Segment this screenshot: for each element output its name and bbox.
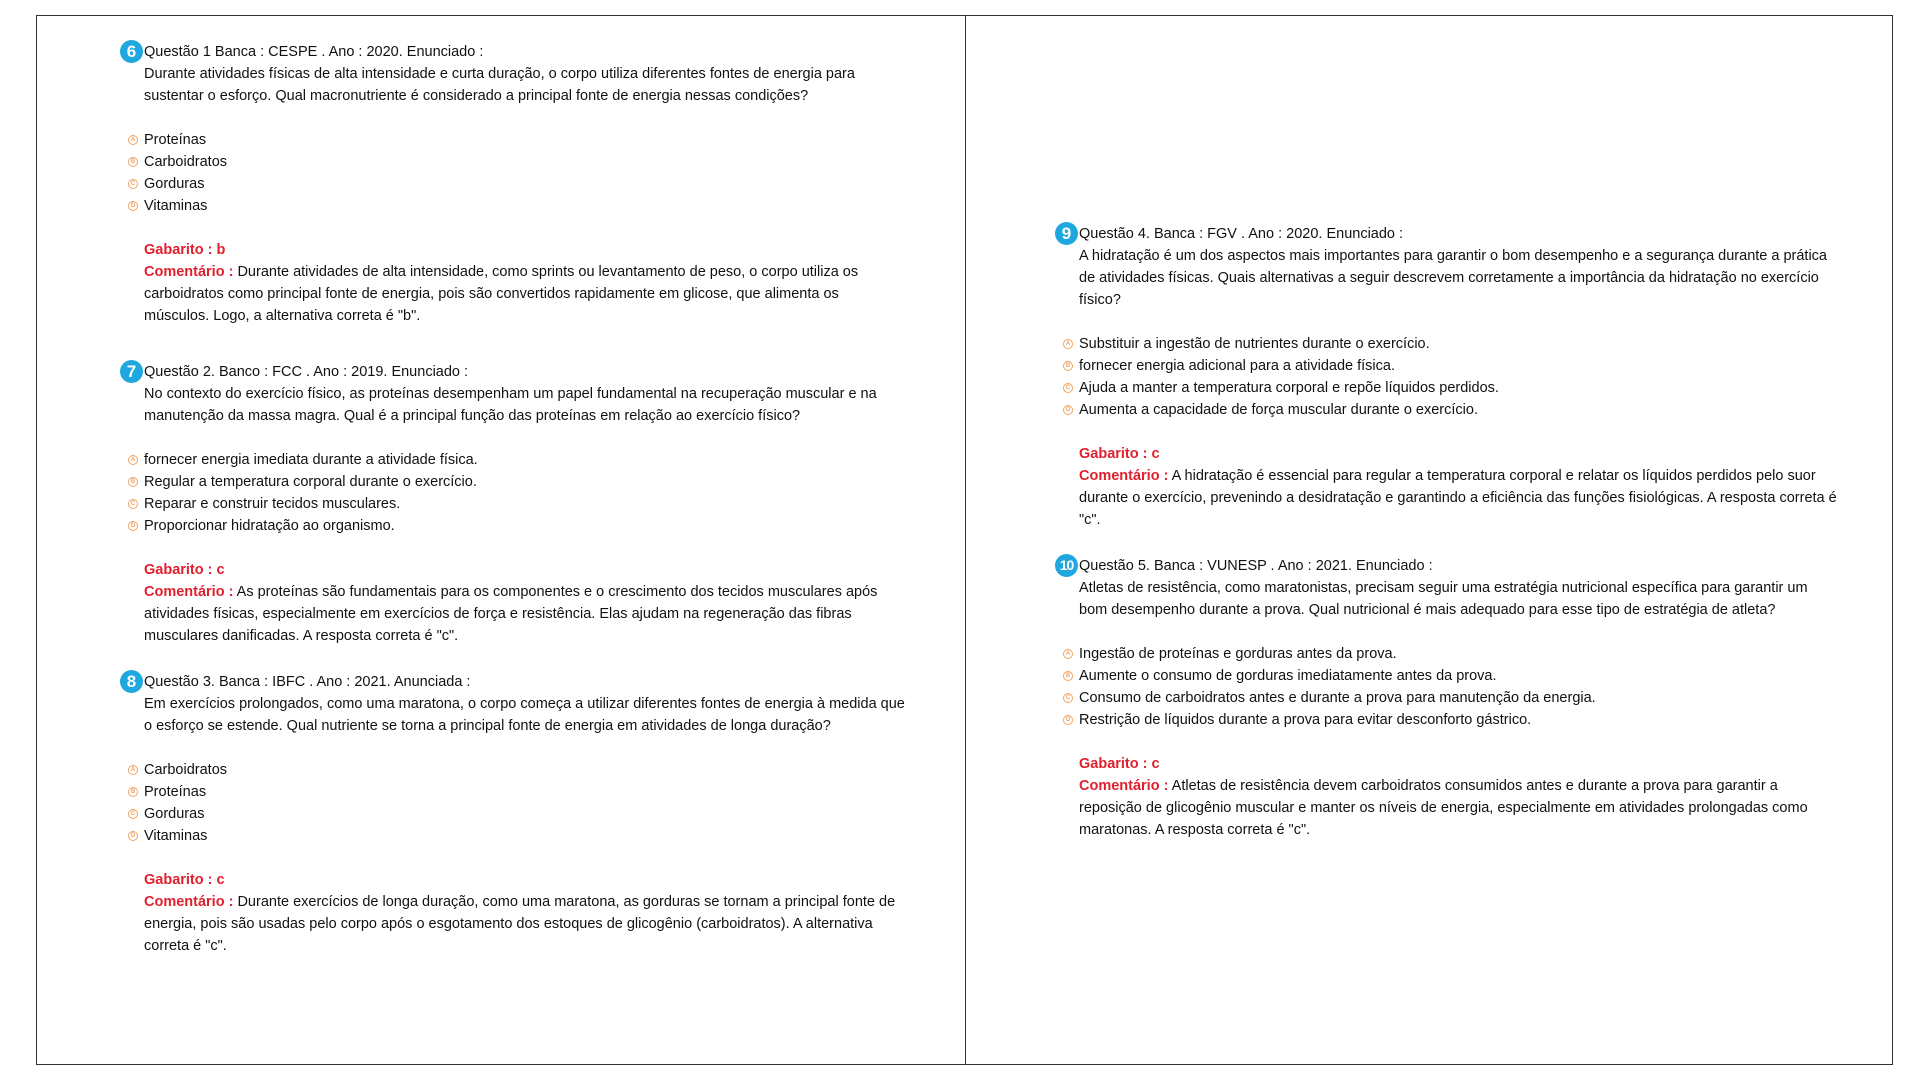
option-text: Consumo de carboidratos antes e durante a prova para manutenção da energia. — [1079, 690, 1596, 706]
option-marker-icon: D — [1063, 715, 1073, 725]
comment — [144, 261, 894, 327]
question-header — [126, 41, 894, 63]
option-text: Ajuda a manter a temperatura corporal e repõe líquidos perdidos. — [1079, 380, 1499, 396]
comment — [1079, 465, 1839, 531]
option-d[interactable] — [130, 825, 914, 847]
question-6 — [126, 41, 894, 327]
option-marker-icon: D — [128, 831, 138, 841]
comment-label: Comentário : — [144, 584, 234, 600]
comment — [1079, 775, 1839, 841]
option-a[interactable] — [1065, 333, 1839, 355]
question-7 — [126, 361, 924, 647]
option-marker-icon: B — [128, 477, 138, 487]
option-text: Restrição de líquidos durante a prova para evitar desconforto gástrico. — [1079, 712, 1532, 728]
comment — [144, 581, 924, 647]
question-8 — [126, 671, 914, 957]
option-d[interactable] — [130, 515, 924, 537]
option-text: Proteínas — [144, 132, 207, 148]
option-marker-icon: B — [1063, 361, 1073, 371]
option-marker-icon: C — [128, 809, 138, 819]
left-page — [37, 16, 965, 1064]
options-list — [130, 449, 924, 537]
question-header — [1059, 555, 1839, 577]
question-10 — [1059, 555, 1839, 841]
option-marker-icon: A — [128, 135, 138, 145]
option-marker-icon: A — [1063, 339, 1073, 349]
question-header — [126, 671, 914, 693]
option-b[interactable] — [130, 781, 914, 803]
option-marker-icon: A — [1063, 649, 1073, 659]
comment-text: Durante atividades de alta intensidade, como sprints ou levantamento de peso, o corpo utiliza os carboidratos como principal fonte de energia, pois são convertidos rapidamente em glicose, que alimenta os músculos. Logo, a alternativa correta é "b". — [144, 264, 859, 324]
question-stem: Em exercícios prolongados, como uma maratona, o corpo começa a utilizar diferentes fontes de energia à medida que o esforço se estende. Qual nutriente se torna a principal fonte de energia em atividades de longa duração? — [144, 696, 905, 734]
gabarito: Gabarito : b — [144, 242, 226, 258]
option-marker-icon: C — [128, 499, 138, 509]
comment-text: Durante exercícios de longa duração, como uma maratona, as gorduras se tornam a principal fonte de energia, pois são usadas pelo corpo após o esgotamento dos estoques de glicogênio (carboidratos). A alternativa correta é "c". — [144, 894, 896, 954]
option-text: Proteínas — [144, 784, 207, 800]
question-stem: Atletas de resistência, como maratonistas, precisam seguir uma estratégia nutricional específica para garantir um bom desempenho durante a prova. Qual nutricional é mais adequado para esse tipo de estratégia de atleta? — [1079, 580, 1808, 618]
option-b[interactable] — [1065, 665, 1839, 687]
option-marker-icon: D — [128, 521, 138, 531]
option-c[interactable] — [130, 493, 924, 515]
option-marker-icon: D — [1063, 405, 1073, 415]
option-text: Carboidratos — [144, 154, 228, 170]
option-a[interactable] — [1065, 643, 1839, 665]
answer-block — [144, 559, 924, 647]
option-text: Regular a temperatura corporal durante o exercício. — [144, 474, 477, 490]
option-text: Reparar e construir tecidos musculares. — [144, 496, 401, 512]
document-spread — [36, 15, 1893, 1065]
option-b[interactable] — [1065, 355, 1839, 377]
option-a[interactable] — [130, 129, 894, 151]
question-stem: Durante atividades físicas de alta intensidade e curta duração, o corpo utiliza diferentes fontes de energia para sustentar o esforço. Qual macronutriente é considerado a principal fonte de energia nessas condições? — [144, 66, 855, 104]
options-list — [130, 759, 914, 847]
question-title: Questão 5. Banca : VUNESP . Ano : 2021. Enunciado : — [1079, 558, 1433, 574]
option-text: Proporcionar hidratação ao organismo. — [144, 518, 395, 534]
option-a[interactable] — [130, 759, 914, 781]
option-d[interactable] — [1065, 709, 1839, 731]
comment-label: Comentário : — [144, 264, 234, 280]
question-stem: No contexto do exercício físico, as proteínas desempenham um papel fundamental na recuperação muscular e na manutenção da massa magra. Qual é a principal função das proteínas em relação ao exercício físico? — [144, 386, 877, 424]
option-text: Vitaminas — [144, 198, 208, 214]
right-page — [966, 16, 1893, 1064]
comment-label: Comentário : — [1079, 468, 1169, 484]
options-list — [130, 129, 894, 217]
question-number-badge: 8 — [120, 670, 143, 693]
gabarito: Gabarito : c — [144, 562, 225, 578]
option-a[interactable] — [130, 449, 924, 471]
answer-block — [1079, 443, 1839, 531]
comment-text: Atletas de resistência devem carboidratos consumidos antes e durante a prova para garantir a reposição de glicogênio muscular e manter os níveis de energia, especialmente em atividades prolongadas como maratonas. A resposta correta é "c". — [1079, 778, 1808, 838]
option-marker-icon: B — [1063, 671, 1073, 681]
question-number-badge: 7 — [120, 360, 143, 383]
option-text: fornecer energia imediata durante a atividade física. — [144, 452, 478, 468]
option-d[interactable] — [1065, 399, 1839, 421]
option-marker-icon: C — [1063, 383, 1073, 393]
option-c[interactable] — [1065, 377, 1839, 399]
option-marker-icon: A — [128, 765, 138, 775]
question-title: Questão 3. Banca : IBFC . Ano : 2021. Anunciada : — [144, 674, 471, 690]
question-title: Questão 2. Banco : FCC . Ano : 2019. Enunciado : — [144, 364, 469, 380]
option-c[interactable] — [1065, 687, 1839, 709]
question-title: Questão 1 Banca : CESPE . Ano : 2020. Enunciado : — [144, 44, 484, 60]
option-b[interactable] — [130, 151, 894, 173]
option-text: Aumente o consumo de gorduras imediatamente antes da prova. — [1079, 668, 1497, 684]
comment — [144, 891, 914, 957]
option-c[interactable] — [130, 803, 914, 825]
comment-label: Comentário : — [144, 894, 234, 910]
question-title: Questão 4. Banca : FGV . Ano : 2020. Enunciado : — [1079, 226, 1404, 242]
question-header — [126, 361, 924, 383]
option-marker-icon: A — [128, 455, 138, 465]
gabarito: Gabarito : c — [1079, 446, 1160, 462]
option-text: Substituir a ingestão de nutrientes durante o exercício. — [1079, 336, 1430, 352]
option-text: Vitaminas — [144, 828, 208, 844]
question-number-badge: 10 — [1055, 554, 1078, 577]
question-number-badge: 9 — [1055, 222, 1078, 245]
comment-text: A hidratação é essencial para regular a temperatura corporal e relatar os líquidos perdidos pelo suor durante o exercício, prevenindo a desidratação e garantindo a eficiência das funções fisiológicas. A resposta correta é "c". — [1079, 468, 1837, 528]
comment-label: Comentário : — [1079, 778, 1169, 794]
comment-text: As proteínas são fundamentais para os componentes e o crescimento dos tecidos musculares após atividades físicas, especialmente em exercícios de força e resistência. Elas ajudam na regeneração das fibras musculares danificadas. A resposta correta é "c". — [144, 584, 878, 644]
option-b[interactable] — [130, 471, 924, 493]
gabarito: Gabarito : c — [144, 872, 225, 888]
option-text: Gorduras — [144, 176, 205, 192]
options-list — [1065, 643, 1839, 731]
answer-block — [1079, 753, 1839, 841]
gabarito: Gabarito : c — [1079, 756, 1160, 772]
option-marker-icon: D — [128, 201, 138, 211]
option-c[interactable] — [130, 173, 894, 195]
question-stem: A hidratação é um dos aspectos mais importantes para garantir o bom desempenho e a segurança durante a prática de atividades físicas. Quais alternativas a seguir descrevem corretamente a importância da hidratação no exercício físico? — [1079, 248, 1827, 308]
options-list — [1065, 333, 1839, 421]
answer-block — [144, 239, 894, 327]
question-number-badge: 6 — [120, 40, 143, 63]
option-marker-icon: B — [128, 787, 138, 797]
question-9 — [1061, 223, 1839, 531]
option-text: Carboidratos — [144, 762, 228, 778]
option-marker-icon: B — [128, 157, 138, 167]
option-text: Ingestão de proteínas e gorduras antes da prova. — [1079, 646, 1397, 662]
option-marker-icon: C — [1063, 693, 1073, 703]
option-text: fornecer energia adicional para a atividade física. — [1079, 358, 1395, 374]
option-text: Gorduras — [144, 806, 205, 822]
answer-block — [144, 869, 914, 957]
question-header — [1061, 223, 1839, 245]
option-d[interactable] — [130, 195, 894, 217]
option-text: Aumenta a capacidade de força muscular durante o exercício. — [1079, 402, 1478, 418]
option-marker-icon: C — [128, 179, 138, 189]
